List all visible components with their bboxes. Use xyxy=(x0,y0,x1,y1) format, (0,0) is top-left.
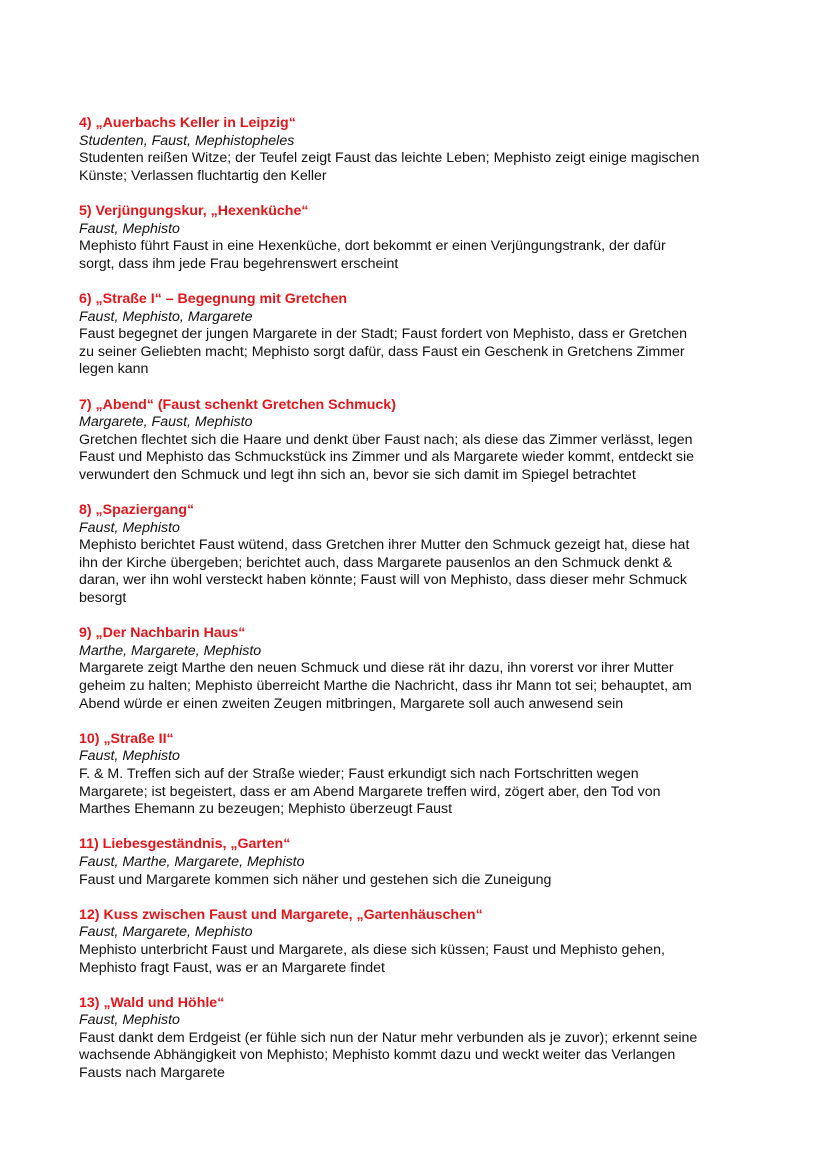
scene-title: 5) Verjüngungskur, „Hexenküche“ xyxy=(79,202,309,219)
scene-characters: Faust, Mephisto xyxy=(79,519,180,536)
scene-description-line: wachsende Abhängigkeit von Mephisto; Mephisto kommt dazu und weckt weiter das Verlangen xyxy=(79,1047,676,1064)
scene-title: 8) „Spaziergang“ xyxy=(79,502,195,519)
scene-section xyxy=(79,995,779,1083)
scene-characters: Faust, Mephisto xyxy=(79,220,180,237)
scene-section xyxy=(79,291,779,379)
scene-section xyxy=(79,115,779,185)
scene-title: 9) „Der Nachbarin Haus“ xyxy=(79,625,246,642)
scene-characters: Faust, Marthe, Margarete, Mephisto xyxy=(79,853,305,870)
scene-characters: Faust, Mephisto xyxy=(79,1012,180,1029)
scene-section xyxy=(79,731,779,819)
scene-section xyxy=(79,625,779,713)
scene-title: 13) „Wald und Höhle“ xyxy=(79,994,225,1011)
scene-description-line: geheim zu halten; Mephisto überreicht Marthe die Nachricht, dass ihr Mann tot sei; behauptet, am xyxy=(79,678,692,694)
scene-title: 11) Liebesgeständnis, „Garten“ xyxy=(79,836,291,853)
scene-title: 6) „Straße I“ – Begegnung mit Gretchen xyxy=(79,290,348,307)
document-page xyxy=(79,115,779,1100)
scene-description-line: Abend würde er einen zweiten Zeugen mitbringen, Margarete soll auch anwesend sein xyxy=(79,695,624,712)
scene-description-line: Faust dankt dem Erdgeist (er fühle sich nun der Natur mehr verbunden als je zuvor); erkennt seine xyxy=(79,1029,698,1046)
scene-description-line: F. & M. Treffen sich auf der Straße wieder; Faust erkundigt sich nach Fortschritten wegen xyxy=(79,765,639,782)
scene-description-line: Faust und Margarete kommen sich näher und gestehen sich die Zuneigung xyxy=(79,871,552,888)
scene-characters: Faust, Mephisto, Margarete xyxy=(79,308,253,325)
scene-description-line: Mephisto fragt Faust, was er an Margarete findet xyxy=(79,959,385,976)
scene-description-line: Faust begegnet der jungen Margarete in der Stadt; Faust fordert von Mephisto, dass er Gretchen xyxy=(79,326,688,343)
scene-description-line: Mephisto führt Faust in eine Hexenküche, dort bekommt er einen Verjüngungstrank, der dafür xyxy=(79,238,666,255)
scene-title: 7) „Abend“ (Faust schenkt Gretchen Schmuck) xyxy=(79,396,396,413)
scene-characters: Faust, Mephisto xyxy=(79,748,180,765)
scene-description-line: sorgt, dass ihm jede Frau begehrenswert erscheint xyxy=(79,255,399,272)
scene-title: 4) „Auerbachs Keller in Leipzig“ xyxy=(79,115,296,131)
scene-description-line: Marthes Ehemann zu bezeugen; Mephisto überzeugt Faust xyxy=(79,801,453,818)
scene-description-line: Margarete; ist begeistert, dass er am Abend Margarete treffen wird, zögert aber, den Tod von xyxy=(79,783,661,800)
scene-description-line: verwundert den Schmuck und legt ihn sich an, bevor sie sich damit im Spiegel betrachtet xyxy=(79,466,636,483)
scene-section xyxy=(79,397,779,485)
scene-description-line: daran, wer ihn wohl versteckt haben könnte; Faust will von Mephisto, dass dieser mehr Schmuck xyxy=(79,572,687,589)
scene-description-line: Künste; Verlassen fluchtartig den Keller xyxy=(79,167,327,184)
scene-title: 12) Kuss zwischen Faust und Margarete, „Gartenhäuschen“ xyxy=(79,906,483,923)
scene-description-line: Mephisto unterbricht Faust und Margarete, als diese sich küssen; Faust und Mephisto gehen, xyxy=(79,941,665,958)
scene-description-line: Fausts nach Margarete xyxy=(79,1065,225,1082)
scene-description-line: Gretchen flechtet sich die Haare und denkt über Faust nach; als diese das Zimmer verlässt, legen xyxy=(79,431,693,448)
scene-section xyxy=(79,836,779,889)
scene-description-line: Studenten reißen Witze; der Teufel zeigt Faust das leichte Leben; Mephisto zeigt einige magischen xyxy=(79,150,700,167)
scene-description-line: Margarete zeigt Marthe den neuen Schmuck und diese rät ihr dazu, ihn vorerst vor ihrer Mutter xyxy=(79,660,674,677)
scene-description-line: zu seiner Geliebten macht; Mephisto sorgt dafür, dass Faust ein Geschenk in Gretchens Zimmer xyxy=(79,343,685,360)
scene-section xyxy=(79,203,779,273)
scene-title: 10) „Straße II“ xyxy=(79,730,174,747)
scene-description-line: ihn der Kirche übergeben; berichtet auch, dass Margarete pausenlos an den Schmuck denkt & xyxy=(79,554,673,571)
scene-characters: Faust, Margarete, Mephisto xyxy=(79,924,253,941)
scene-description-line: besorgt xyxy=(79,590,127,607)
scene-description-line: Faust und Mephisto das Schmuckstück ins Zimmer und als Margarete wieder kommt, entdeckt sie xyxy=(79,449,695,466)
scene-characters: Marthe, Margarete, Mephisto xyxy=(79,642,262,659)
scene-characters: Studenten, Faust, Mephistopheles xyxy=(79,132,295,149)
scene-characters: Margarete, Faust, Mephisto xyxy=(79,414,253,431)
scene-section xyxy=(79,907,779,977)
scene-description-line: Mephisto berichtet Faust wütend, dass Gretchen ihrer Mutter den Schmuck gezeigt hat, diese hat xyxy=(79,537,690,554)
scene-section xyxy=(79,502,779,608)
scene-description-line: legen kann xyxy=(79,361,149,378)
